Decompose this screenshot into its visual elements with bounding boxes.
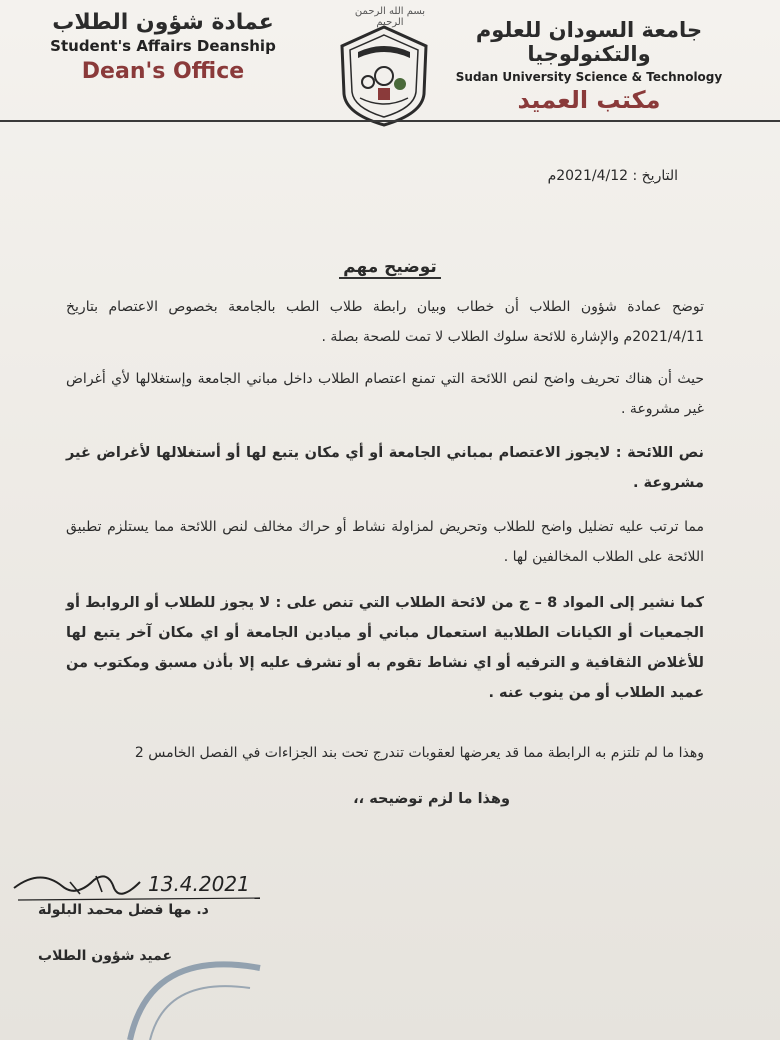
signatory-name: د. مها فضل محمد البلولة	[38, 902, 209, 918]
university-logo-icon	[338, 24, 430, 128]
paragraph-consequence: مما ترتب عليه تضليل واضح للطلاب وتحريض لمزاولة نشاط أو حراك مخالف لنص اللائحة مما يستلزم تطبيق اللائحة على الطلاب المخالفين لها .	[66, 519, 704, 565]
deans-office-label: Dean's Office	[81, 59, 245, 84]
deanship-english-title: Student's Affairs Deanship	[50, 37, 276, 55]
paragraph-intro: توضح عمادة شؤون الطلاب أن خطاب وبيان رابطة طلاب الطب بالجامعة بخصوص الاعتصام بتاريخ 2021/4/11م والإشارة للائحة سلوك الطلاب لا تمت للصحة بصلة .	[66, 299, 704, 345]
signature-date: 13.4.2021	[148, 872, 250, 896]
deanship-arabic-title: عمادة شؤون الطلاب	[52, 10, 274, 35]
letter-date: التاريخ : 2021/4/12م	[547, 168, 678, 184]
paragraph-regulation-text: نص اللائحة : لايجوز الاعتصام بمباني الجامعة أو أي مكان يتبع لها أو أستغلالها لأغراض غير مشروعة .	[66, 445, 704, 491]
paragraph-article-8: كما نشير إلى المواد 8 – ج من لائحة الطلاب التي تنص على : لا يجوز للطلاب أو الروابط أو الجمعيات أو الكيانات الطلابية استعمال مباني أو ميادين الجامعة أو اي مكان آخر يتبع لها للأغلاض الثقافية و الترفيه أو اي نشاط تقوم به أو تشرف عليه إلا بأذن مسبق ومكتوب من عميد الطلاب أو من ينوب عنه .	[66, 595, 704, 701]
signatory-title: عميد شؤون الطلاب	[38, 948, 173, 964]
paragraph-penalties: وهذا ما لم تلتزم به الرابطة مما قد يعرضها لعقوبات تندرج تحت بند الجزاءات في الفصل الخامس 2	[134, 745, 704, 761]
bismillah: بسم الله الرحمن الرحيم	[354, 6, 426, 28]
header-divider	[0, 120, 780, 122]
letter-title-text: توضيح مهم	[339, 257, 441, 279]
university-arabic-name: جامعة السودان للعلوم والتكنولوجيا	[475, 18, 703, 66]
letter-title	[0, 257, 780, 277]
header-university	[444, 18, 734, 114]
paragraph-closing: وهذا ما لزم توضيحه ،،	[353, 791, 510, 807]
university-english-name: Sudan University Science & Technology	[455, 70, 723, 84]
deans-office-arabic-label: مكتب العميد	[517, 86, 661, 114]
paragraph-clarification: حيث أن هناك تحريف واضح لنص اللائحة التي تمنع اعتصام الطلاب داخل مباني الجامعة وإستغلالها لأي أغراض غير مشروعة .	[66, 371, 704, 417]
header-deanship	[28, 10, 298, 84]
